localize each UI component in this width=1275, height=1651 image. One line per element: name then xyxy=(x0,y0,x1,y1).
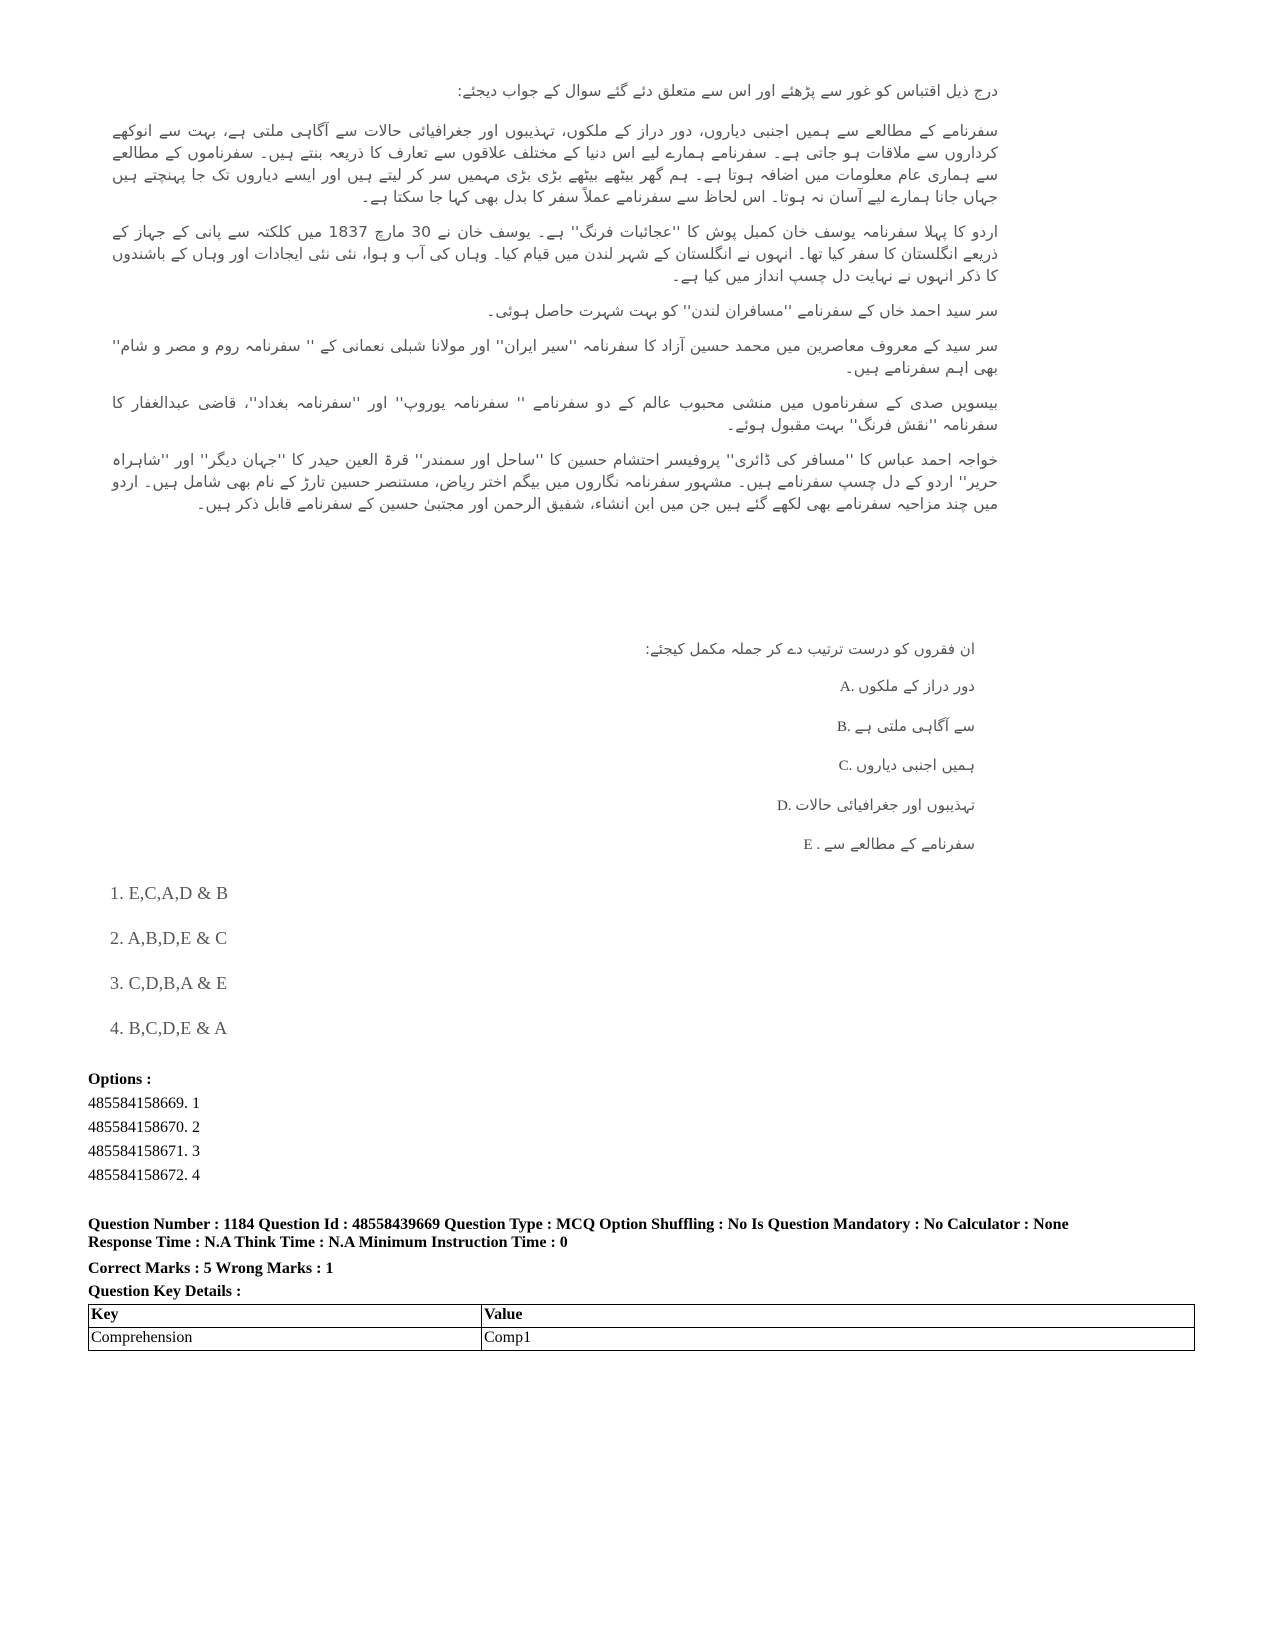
passage-paragraph: اردو کا پہلا سفرنامہ یوسف خان کمبل پوش کا ''عجائبات فرنگ'' ہے۔ یوسف خان نے 30 مارچ 1837 میں کلکتہ سے پانی کے جہاز کے ذریعے انگلستان کا سفر کیا تھا۔ انہوں نے انگلستان کے شہر لندن میں قیام کیا۔ وہاں کی آب و ہوا، نئی نئی ایجادات اور وہاں کے باشندوں کا ذکر انہوں نے نہایت دل چسپ انداز میں کیا ہے۔ xyxy=(112,223,999,285)
answer-choices xyxy=(110,882,228,1062)
passage-paragraph: خواجہ احمد عباس کا ''مسافر کی ڈائری'' پروفیسر احتشام حسین کا ''ساحل اور سمندر'' قرۃ العین حیدر کا ''جہان دیگر'' اور ''شاہراہ حریر'' اردو کے دل چسپ سفرنامے ہیں۔ مشہور سفرنامہ نگاروں میں بیگم اختر ریاض، مستنصر حسین تارڑ کے نام بھی شامل ہیں۔ اردو میں چند مزاحیہ سفرنامے بھی لکھے گئے ہیں جن میں ابن انشاء، شفیق الرحمن اور مجتبیٰ حسین کے سفرنامے قابل ذکر ہیں۔ xyxy=(112,451,998,513)
question-metadata xyxy=(88,1068,1188,1351)
fragment-item: A. دور دراز کے ملکوں xyxy=(839,677,975,695)
table-header-key: Key xyxy=(89,1305,482,1328)
fragment-item: C. ہمیں اجنبی دیاروں xyxy=(838,756,975,774)
answer-choice: 1. E,C,A,D & B xyxy=(110,883,229,903)
option-item: 485584158672. 4 xyxy=(88,1167,200,1184)
table-header-value: Value xyxy=(482,1305,1195,1328)
key-details-table xyxy=(88,1304,1195,1351)
passage-instruction: درج ذیل اقتباس کو غور سے پڑھئے اور اس سے متعلق دئے گئے سوال کے جواب دیجئے: xyxy=(457,82,998,100)
answer-choice: 3. C,D,B,A & E xyxy=(110,973,228,993)
key-details-heading: Question Key Details : xyxy=(88,1283,242,1300)
passage-paragraph: سفرنامے کے مطالعے سے ہمیں اجنبی دیاروں، دور دراز کے ملکوں، تہذیبوں اور جغرافیائی حالات سے آگاہی ملتی ہے، بہت سے انوکھے کرداروں سے ملاقات ہو جاتی ہے۔ سفرنامے ہمارے لیے اس دنیا کے مختلف علاقوں سے تعارف کا ذریعہ بنتے ہیں۔ سفرناموں کے مطالعے سے ہماری عام معلومات میں اضافہ ہوتا ہے۔ ہم گھر بیٹھے بیٹھے بڑی بڑی مہمیں سر کر لیتے ہیں اور ایسے دیاروں تک جا پہنچتے ہیں جہاں جانا ہمارے لیے آسان نہ ہوتا۔ اس لحاظ سے سفرنامے عملاً سفر کا بدل بھی کہا جا سکتا ہے۔ xyxy=(112,122,998,206)
marks-line: Correct Marks : 5 Wrong Marks : 1 xyxy=(88,1260,334,1277)
fragment-item: E . سفرنامے کے مطالعے سے xyxy=(803,835,975,853)
table-cell-value: Comp1 xyxy=(482,1328,1195,1351)
fragment-item: D. تہذیبوں اور جغرافیائی حالات xyxy=(776,795,975,814)
answer-choice: 4. B,C,D,E & A xyxy=(110,1018,228,1038)
question-info-line: Question Number : 1184 Question Id : 48558439669 Question Type : MCQ Option Shuffling : No Is Question Mandatory : No Calculator : None xyxy=(88,1216,1069,1233)
option-item: 485584158669. 1 xyxy=(88,1095,200,1112)
passage-image xyxy=(112,80,998,528)
table-row xyxy=(89,1328,1195,1351)
passage-paragraph: سر سید احمد خاں کے سفرنامے ''مسافران لندن'' کو بہت شہرت حاصل ہوئی۔ xyxy=(486,302,998,320)
passage-paragraph: بیسویں صدی کے سفرناموں میں منشی محبوب عالم کے دو سفرنامے '' سفرنامہ یوروپ'' اور ''سفرنامہ بغداد''، قاضی عبدالغفار کا سفرنامہ ''نقش فرنگ'' بہت مقبول ہوئے۔ xyxy=(112,394,998,434)
table-header-row xyxy=(89,1305,1195,1328)
passage-paragraph: سر سید کے معروف معاصرین میں محمد حسین آزاد کا سفرنامہ ''سیر ایران'' اور مولانا شبلی نعمانی کے '' سفرنامہ روم و مصر و شام'' بھی اہم سفرنامے ہیں۔ xyxy=(112,337,998,377)
table-cell-key: Comprehension xyxy=(89,1328,482,1351)
question-text: ان فقروں کو درست ترتیب دے کر جملہ مکمل کیجئے: xyxy=(644,640,975,658)
option-item: 485584158671. 3 xyxy=(88,1143,200,1160)
options-heading: Options : xyxy=(88,1071,152,1088)
fragment-item: B. سے آگاہی ملتی ہے xyxy=(837,716,975,735)
timing-info-line: Response Time : N.A Think Time : N.A Minimum Instruction Time : 0 xyxy=(88,1234,568,1251)
question-image xyxy=(560,640,975,874)
option-item: 485584158670. 2 xyxy=(88,1119,200,1136)
answer-choice: 2. A,B,D,E & C xyxy=(110,928,228,948)
